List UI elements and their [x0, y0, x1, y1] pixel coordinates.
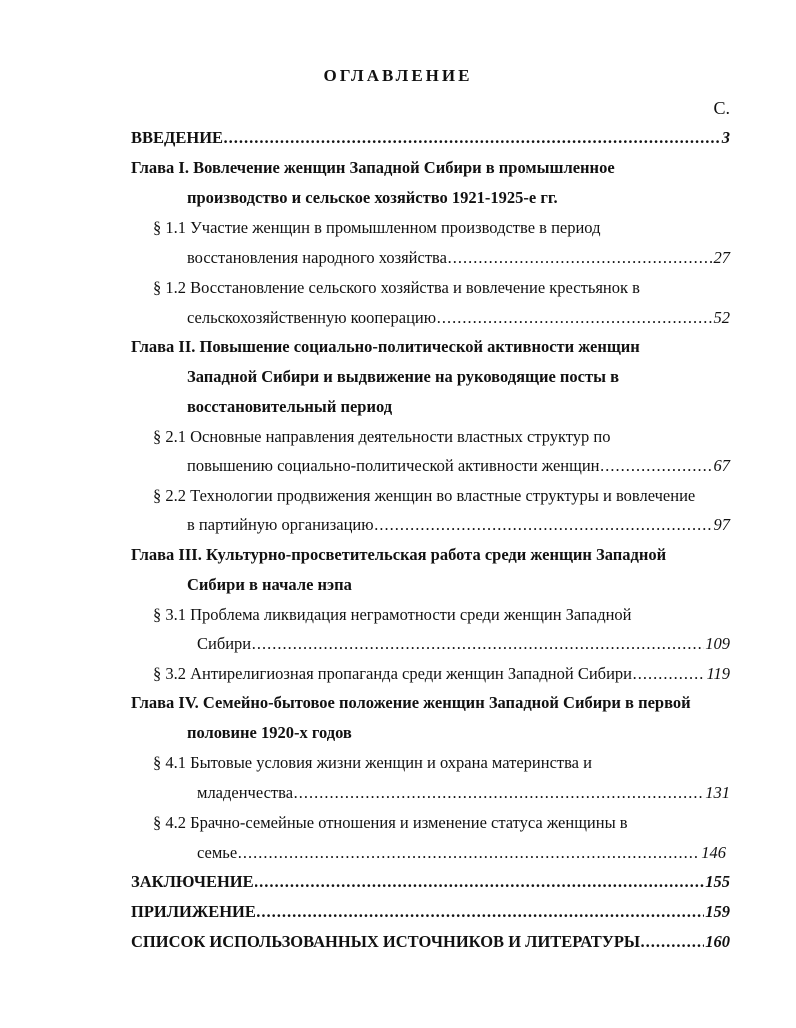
toc-section-2-1-line-1: § 2.1 Основные направления деятельности властных структур по	[153, 427, 611, 446]
toc-chapter-1-line-1: Глава I. Вовлечение женщин Западной Сибири в промышленное	[131, 158, 615, 177]
toc-sources-page: 160	[705, 932, 730, 951]
leader-dots	[641, 932, 704, 952]
toc-appendix-label: ПРИЛИЖЕНИЕ	[131, 902, 256, 921]
toc-section-4-1-line-1: § 4.1 Бытовые условия жизни женщин и охрана материнства и	[153, 753, 592, 772]
toc-section-2-1-text: повышению социально-политической активности женщин	[187, 456, 600, 475]
toc-section-3-2-text: § 3.2 Антирелигиозная пропаганда среди женщин Западной Сибири	[153, 664, 632, 683]
toc-section-2-1-page: 67	[713, 456, 730, 475]
leader-dots	[633, 664, 705, 684]
toc-section-1-1-text: восстановления народного хозяйства	[187, 248, 447, 267]
toc-section-1-2-line-2	[187, 308, 730, 328]
leader-dots	[294, 783, 704, 803]
toc-section-2-2-line-1: § 2.2 Технологии продвижения женщин во властные структуры и вовлечение	[153, 486, 696, 505]
toc-section-1-1-line-2	[187, 248, 730, 268]
toc-section-1-2-text: сельскохозяйственную кооперацию	[187, 308, 437, 327]
leader-dots	[238, 843, 700, 863]
toc-section-1-2-line-1: § 1.2 Восстановление сельского хозяйства и вовлечение крестьянок в	[153, 278, 640, 297]
toc-section-4-1-line-2	[197, 783, 730, 803]
toc-conclusion-page: 155	[705, 872, 730, 891]
toc-section-3-1-text: Сибири	[197, 634, 252, 653]
toc-section-3-1-line-2	[197, 634, 730, 654]
toc-section-4-1-text: младенчества	[197, 783, 294, 802]
toc-section-4-2-text: семье	[197, 843, 238, 862]
toc-section-3-1-page: 109	[705, 634, 730, 653]
toc-section-2-2-text: в партийную организацию	[187, 515, 374, 534]
toc-conclusion-label: ЗАКЛЮЧЕНИЕ	[131, 872, 254, 891]
toc-chapter-2-line-1: Глава II. Повышение социально-политической активности женщин	[131, 337, 640, 356]
toc-entry-sources	[131, 932, 730, 952]
toc-chapter-4-line-1: Глава IV. Семейно-бытовое положение женщин Западной Сибири в первой	[131, 693, 691, 712]
toc-section-4-2-line-2	[197, 843, 726, 863]
leader-dots	[255, 872, 705, 892]
leader-dots	[224, 128, 721, 148]
toc-intro-page: 3	[721, 128, 730, 147]
toc-section-4-2-page: 146	[701, 843, 726, 862]
toc-chapter-3-line-2: Сибири в начале нэпа	[187, 575, 352, 594]
leader-dots	[375, 515, 713, 535]
toc-section-2-2-line-2	[187, 515, 730, 535]
toc-chapter-2-line-3: восстановительный период	[187, 397, 393, 416]
toc-section-3-1-line-1: § 3.1 Проблема ликвидация неграмотности среди женщин Западной	[153, 605, 632, 624]
leader-dots	[252, 634, 704, 654]
leader-dots	[448, 248, 713, 268]
toc-sources-label: СПИСОК ИСПОЛЬЗОВАННЫХ ИСТОЧНИКОВ И ЛИТЕРАТУРЫ	[131, 932, 641, 951]
leader-dots	[437, 308, 712, 328]
toc-section-2-1-line-2	[187, 456, 730, 476]
toc-chapter-2-line-2: Западной Сибири и выдвижение на руководящие посты в	[187, 367, 619, 386]
toc-entry-conclusion	[131, 872, 730, 892]
toc-chapter-4-line-2: половине 1920-х годов	[187, 723, 352, 742]
toc-section-1-1-page: 27	[713, 248, 730, 267]
toc-section-2-2-page: 97	[713, 515, 730, 534]
toc-section-4-2-line-1: § 4.2 Брачно-семейные отношения и изменение статуса женщины в	[153, 813, 628, 832]
toc-chapter-1-line-2: производство и сельское хозяйство 1921-1925-е гг.	[187, 188, 558, 207]
toc-chapter-3-line-1: Глава III. Культурно-просветительская работа среди женщин Западной	[131, 545, 667, 564]
leader-dots	[600, 456, 712, 476]
toc-entry-intro	[131, 128, 730, 148]
toc-section-3-2	[153, 664, 730, 684]
leader-dots	[257, 902, 704, 922]
page-title: ОГЛАВЛЕНИЕ	[323, 66, 473, 85]
toc-section-1-1-line-1: § 1.1 Участие женщин в промышленном производстве в период	[153, 218, 601, 237]
toc-section-3-2-page: 119	[706, 664, 730, 683]
page-column-label: С.	[713, 98, 730, 118]
toc-intro-label: ВВЕДЕНИЕ	[131, 128, 224, 147]
toc-appendix-page: 159	[705, 902, 730, 921]
toc-section-1-2-page: 52	[713, 308, 730, 327]
toc-section-4-1-page: 131	[705, 783, 730, 802]
toc-entry-appendix	[131, 902, 730, 922]
